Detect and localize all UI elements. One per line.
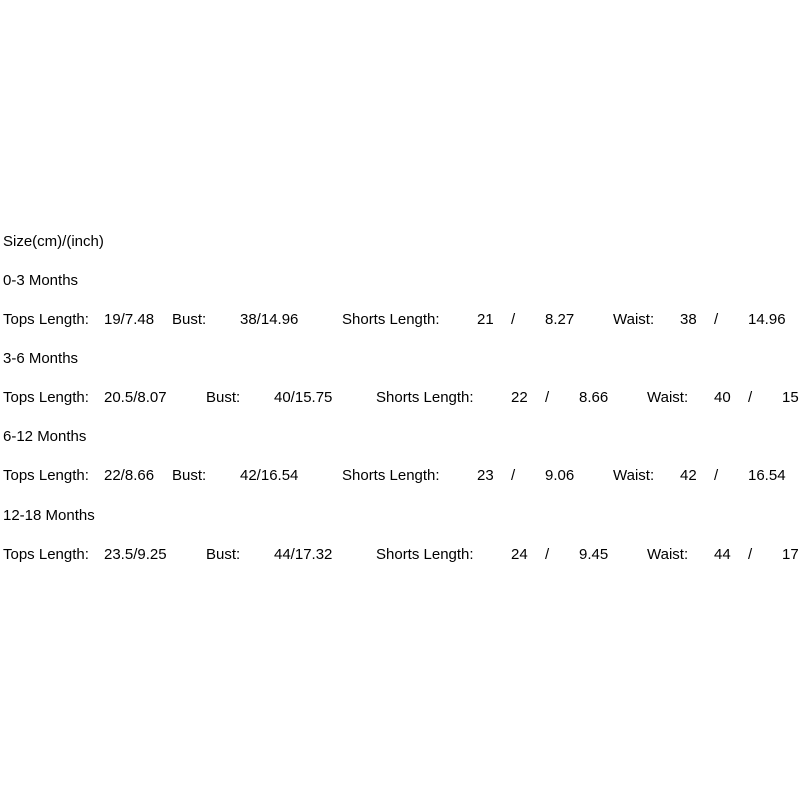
waist-label: Waist:: [613, 311, 655, 328]
shorts-length-label: Shorts Length:: [342, 311, 440, 328]
tops-length-value: 20.5/8.07: [104, 389, 167, 406]
measurement-row-12-18-months: [3, 545, 800, 565]
shorts-length-cm: 22: [511, 389, 528, 406]
shorts-length-inch: 9.06: [545, 467, 575, 484]
shorts-length-inch: 9.45: [579, 546, 609, 563]
shorts-length-inch: 8.27: [545, 311, 575, 328]
waist-inch: 15: [782, 389, 799, 406]
shorts-length-separator: /: [511, 311, 516, 328]
tops-length-value: 23.5/9.25: [104, 546, 167, 563]
bust-label: Bust:: [172, 311, 207, 328]
size-label-3-6-months: 3-6 Months: [3, 350, 79, 367]
waist-separator: /: [748, 389, 753, 406]
waist-label: Waist:: [647, 546, 689, 563]
bust-value: 42/16.54: [240, 467, 299, 484]
bust-label: Bust:: [206, 389, 241, 406]
waist-separator: /: [714, 467, 719, 484]
waist-label: Waist:: [647, 389, 689, 406]
bust-label: Bust:: [172, 467, 207, 484]
shorts-length-separator: /: [545, 546, 550, 563]
measurement-row-0-3-months: [3, 310, 800, 330]
bust-label: Bust:: [206, 546, 241, 563]
tops-length-label: Tops Length:: [3, 467, 89, 484]
waist-inch: 14.96: [748, 311, 786, 328]
tops-length-label: Tops Length:: [3, 311, 89, 328]
measurement-row-3-6-months: [3, 388, 800, 408]
waist-inch: 17: [782, 546, 799, 563]
size-label-12-18-months: 12-18 Months: [3, 507, 95, 524]
waist-cm: 42: [680, 467, 697, 484]
waist-cm: 44: [714, 546, 731, 563]
bust-value: 38/14.96: [240, 311, 299, 328]
tops-length-label: Tops Length:: [3, 389, 89, 406]
waist-separator: /: [748, 546, 753, 563]
tops-length-value: 22/8.66: [104, 467, 155, 484]
measurement-row-6-12-months: [3, 466, 800, 486]
waist-label: Waist:: [613, 467, 655, 484]
shorts-length-cm: 21: [477, 311, 494, 328]
tops-length-value: 19/7.48: [104, 311, 155, 328]
shorts-length-separator: /: [511, 467, 516, 484]
bust-value: 40/15.75: [274, 389, 333, 406]
shorts-length-cm: 23: [477, 467, 494, 484]
shorts-length-label: Shorts Length:: [376, 389, 474, 406]
shorts-length-cm: 24: [511, 546, 528, 563]
waist-separator: /: [714, 311, 719, 328]
size-chart-title: Size(cm)/(inch): [3, 233, 104, 250]
size-label-6-12-months: 6-12 Months: [3, 428, 87, 445]
waist-cm: 40: [714, 389, 731, 406]
waist-cm: 38: [680, 311, 697, 328]
shorts-length-separator: /: [545, 389, 550, 406]
size-label-0-3-months: 0-3 Months: [3, 272, 79, 289]
shorts-length-inch: 8.66: [579, 389, 609, 406]
waist-inch: 16.54: [748, 467, 786, 484]
shorts-length-label: Shorts Length:: [342, 467, 440, 484]
shorts-length-label: Shorts Length:: [376, 546, 474, 563]
bust-value: 44/17.32: [274, 546, 333, 563]
tops-length-label: Tops Length:: [3, 546, 89, 563]
